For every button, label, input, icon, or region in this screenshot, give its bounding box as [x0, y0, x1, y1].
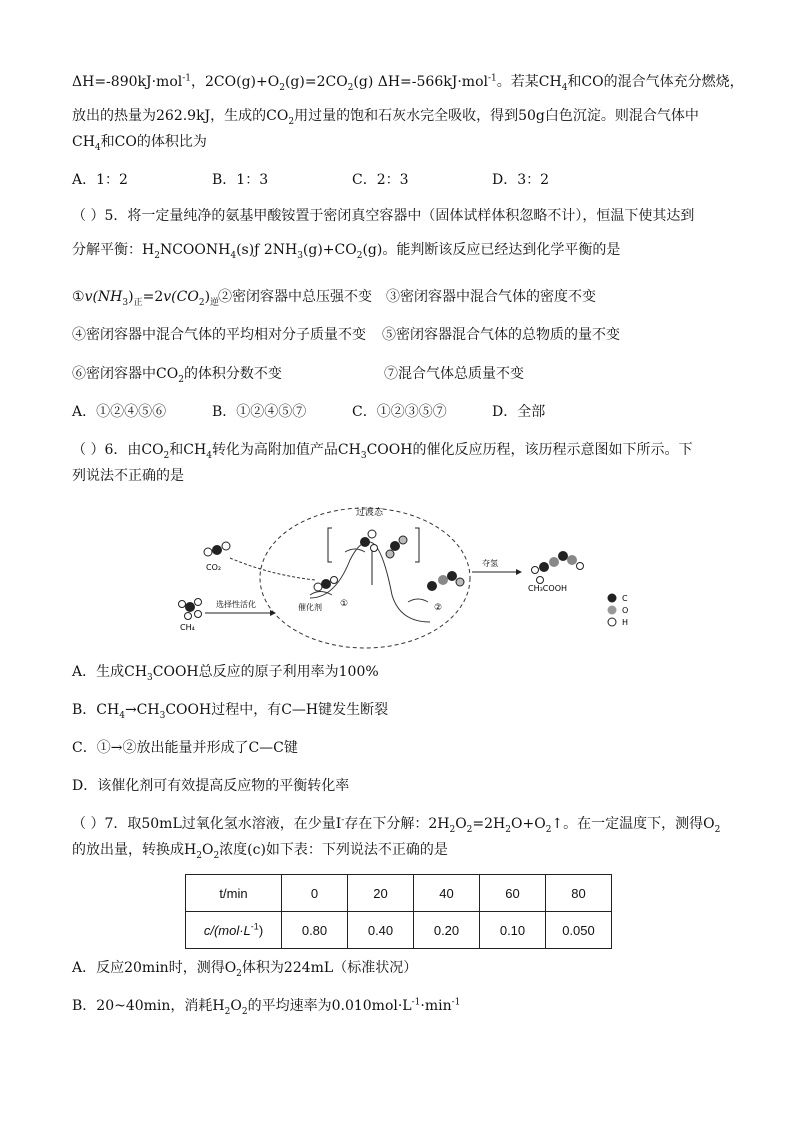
- q5-option-d: D．全部: [492, 404, 546, 420]
- svg-text:H: H: [622, 618, 629, 627]
- q5-option-c: C．①②③⑤⑦: [352, 404, 447, 420]
- dehydrogenation-label: 夺氢: [482, 559, 498, 568]
- table-cell: 0.40: [348, 912, 414, 949]
- q5-statement-2: ②密闭容器中总压强不变: [218, 289, 372, 305]
- q7-option-a: A．反应20min时，测得$O_2$体积为224mL（标准状况）: [72, 960, 418, 979]
- q7-option-b: B．20~40min，消耗$H_2O_2$的平均速率为$0.010mol\cdot L^{-1}\cdot\min^{-1}$: [72, 997, 461, 1017]
- table-cell: 0.20: [414, 912, 480, 949]
- table-header-concentration: $c/(mol\cdot L^{-1})$: [186, 912, 282, 949]
- table-cell: 20: [348, 875, 414, 912]
- svg-text:CO₂: CO₂: [206, 563, 222, 572]
- table-header-time: t/min: [186, 875, 282, 912]
- reaction-mechanism-diagram: [160, 500, 640, 650]
- q6-stem-line2: 列说法不正确的是: [72, 468, 184, 484]
- concentration-table: [185, 874, 612, 949]
- table-cell: 0.80: [282, 912, 348, 949]
- q4-option-a: A．1：2: [72, 172, 128, 188]
- q5-statement-1: $①v(NH_3)_正=2v(CO_2)_逆$: [72, 289, 220, 308]
- q4-line1: ΔH=-890kJ·mol$^{-1}$，$2CO(g)+O_2(g)=2CO_2(g)$ ΔH=-566kJ·mol$^{-1}$。若某$CH_4$和CO的混合气体充分燃烧，: [72, 73, 744, 93]
- svg-text:②: ②: [434, 603, 443, 613]
- table-cell: 80: [546, 875, 612, 912]
- ch4-molecule: [179, 599, 202, 633]
- q4-option-d: D．3：2: [492, 172, 550, 188]
- co2-molecule: [204, 542, 230, 572]
- svg-text:CH₃COOH: CH₃COOH: [528, 584, 568, 593]
- table-cell: 0: [282, 875, 348, 912]
- catalyst-step1: [298, 577, 348, 613]
- table-cell: 40: [414, 875, 480, 912]
- co2-path-arrow: [230, 558, 315, 580]
- q5-option-b: B．①②④⑤⑦: [212, 404, 307, 420]
- svg-text:C: C: [622, 594, 628, 603]
- q6-option-c: C．①→②放出能量并形成了C—C键: [72, 740, 298, 756]
- activation-label: 选择性活化: [216, 600, 256, 609]
- q6-option-a: A．生成$CH_3COOH$总反应的原子利用率为100%: [72, 664, 379, 683]
- transition-state-bracket: [328, 528, 419, 562]
- svg-text:CH₄: CH₄: [180, 623, 195, 632]
- table-row: [186, 912, 612, 949]
- q7-stem-line1: （ ）7．取50mL过氧化氢水溶液，在少量I-存在下分解：$2H_2O_2=2H_2O+O_2↑$。在一定温度下，测得$O_2$: [72, 815, 721, 835]
- q5-stem-line1: （ ）5．将一定量纯净的氨基甲酸铵置于密闭真空容器中（固体试样体积忽略不计），恒温下使其达到: [72, 208, 695, 224]
- atom-legend: [608, 594, 629, 628]
- q5-statement-4: ④密闭容器中混合气体的平均相对分子质量不变: [72, 327, 366, 343]
- svg-text:O: O: [622, 606, 629, 615]
- q5-statement-7: ⑦混合气体总质量不变: [384, 366, 524, 382]
- transition-state-label: 过渡态: [356, 508, 384, 518]
- q4-option-c: C．2：3: [352, 172, 409, 188]
- q4-line2: 放出的热量为262.9kJ，生成的$CO_2$用过量的饱和石灰水完全吸收，得到50g白色沉淀。则混合气体中: [72, 108, 699, 127]
- q6-option-d: D．该催化剂可有效提高反应物的平衡转化率: [72, 778, 350, 794]
- q6-stem-line1: （ ）6．由$CO_2$和$CH_4$转化为高附加值产品$CH_3COOH$的催化反应历程，该历程示意图如下所示。下: [72, 442, 693, 461]
- q5-statement-6: ⑥密闭容器中$CO_2$的体积分数不变: [72, 366, 282, 385]
- table-cell: 0.050: [546, 912, 612, 949]
- acetic-acid-molecule: [528, 551, 584, 593]
- q5-option-a: A．①②④⑤⑥: [72, 404, 167, 420]
- table-row: [186, 875, 612, 912]
- q4-option-b: B．1：3: [212, 172, 269, 188]
- svg-text:①: ①: [340, 599, 349, 609]
- q5-stem-line2: 分解平衡：$H_2NCOONH_4(s)ƒ$ $2NH_3(g)+CO_2(g)$。能判断该反应已经达到化学平衡的是: [72, 242, 621, 261]
- table-cell: 60: [480, 875, 546, 912]
- intermediate-step2: [408, 571, 464, 613]
- q6-option-b: B．$CH_4\to CH_3COOH$过程中，有C—H键发生断裂: [72, 702, 389, 721]
- q5-statement-3: ③密闭容器中混合气体的密度不变: [386, 289, 596, 305]
- svg-text:催化剂: 催化剂: [298, 603, 322, 612]
- q4-line3: $CH_4$和CO的体积比为: [72, 134, 207, 153]
- q7-stem-line2: 的放出量，转换成$H_2O_2$浓度(c)如下表：下列说法不正确的是: [72, 842, 448, 861]
- table-cell: 0.10: [480, 912, 546, 949]
- q5-statement-5: ⑤密闭容器混合气体的总物质的量不变: [382, 327, 620, 343]
